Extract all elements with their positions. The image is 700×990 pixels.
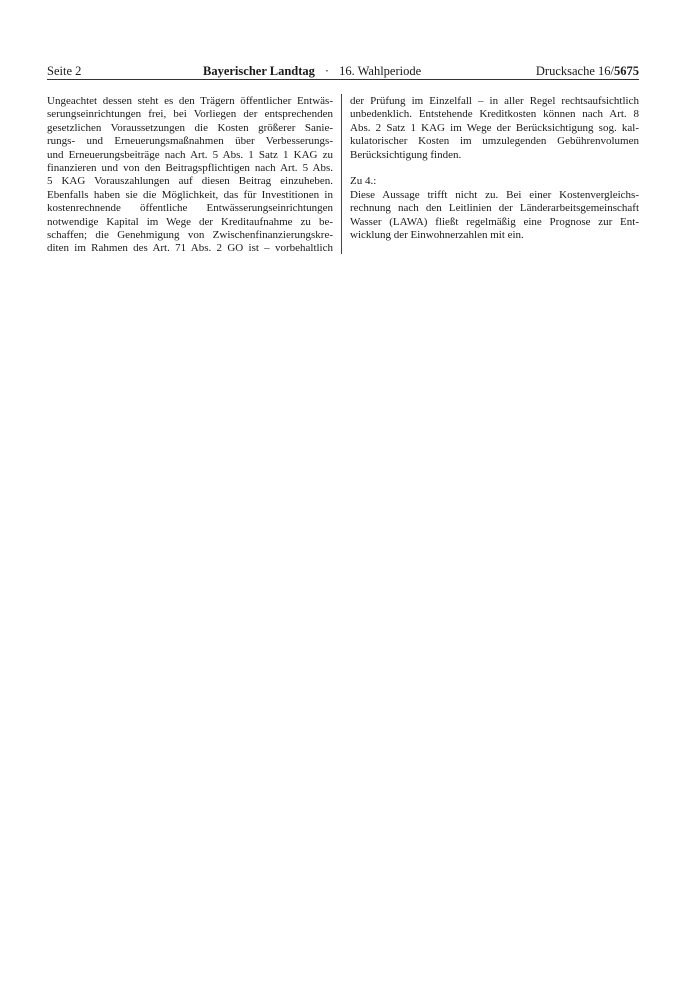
text-line: kostenrechnende öffentliche Entwässerungseinrichtungen bbox=[47, 202, 333, 215]
text-line: und Erneuerungsbeiträge nach Art. 5 Abs. 1 Satz 1 KAG zu bbox=[47, 148, 333, 161]
text-line: notwendige Kapital im Wege der Kreditaufnahme zu be- bbox=[47, 215, 333, 228]
right-column bbox=[350, 95, 639, 242]
text-line: unbedenklich. Entstehende Kreditkosten können nach Art. 8 bbox=[350, 108, 639, 121]
text-line: Abs. 2 Satz 1 KAG im Wege der Berücksichtigung sog. kal- bbox=[350, 121, 639, 134]
document-number bbox=[536, 64, 639, 78]
column-divider bbox=[341, 94, 342, 254]
text-line: diten im Rahmen des Art. 71 Abs. 2 GO ist – vorbehaltlich bbox=[47, 242, 333, 255]
header-title bbox=[203, 64, 421, 78]
text-line: Diese Aussage trifft nicht zu. Bei einer Kostenvergleichs- bbox=[350, 188, 639, 201]
header-separator: · bbox=[324, 64, 330, 78]
text-line: schaffen; die Genehmigung von Zwischenfinanzierungskre- bbox=[47, 229, 333, 242]
left-column bbox=[47, 95, 333, 256]
document-number-value: 5675 bbox=[614, 64, 639, 78]
header-rule bbox=[47, 79, 639, 80]
text-line: rungs- und Erneuerungsmaßnahmen über Verbesserungs- bbox=[47, 135, 333, 148]
parliament-name: Bayerischer Landtag bbox=[203, 64, 315, 78]
text-line: kulatorischer Kosten im umzulegenden Gebührenvolumen bbox=[350, 135, 639, 148]
text-line: finanzieren und von den Beitragspflichtigen nach Art. 5 Abs. bbox=[47, 162, 333, 175]
text-line: Berücksichtigung finden. bbox=[350, 148, 462, 161]
legislative-period: 16. Wahlperiode bbox=[339, 64, 422, 78]
text-line: Ungeachtet dessen steht es den Trägern öffentlicher Entwäs- bbox=[47, 95, 333, 107]
page-header bbox=[47, 64, 639, 78]
text-line: serungseinrichtungen frei, bei Vorliegen der entsprechenden bbox=[47, 108, 333, 121]
text-line: wicklung der Einwohnerzahlen mit ein. bbox=[350, 229, 524, 242]
text-line: rechnung nach den Leitlinien der Länderarbeitsgemeinschaft bbox=[350, 202, 639, 215]
text-line: Wasser (LAWA) fließt regelmäßig eine Prognose zur Ent- bbox=[350, 215, 639, 228]
page-number: Seite 2 bbox=[47, 64, 82, 78]
text-line: Ebenfalls haben sie die Möglichkeit, das für Investitionen in bbox=[47, 188, 333, 201]
paragraph-gap bbox=[350, 162, 639, 175]
section-heading: Zu 4.: bbox=[350, 175, 377, 188]
text-line: gesetzlichen Voraussetzungen die Kosten größerer Sanie- bbox=[47, 121, 333, 134]
text-line: 5 KAG Vorauszahlungen auf diesen Beitrag einzuheben. bbox=[47, 175, 333, 188]
text-line: der Prüfung im Einzelfall – in aller Regel rechtsaufsichtlich bbox=[350, 95, 639, 107]
document-number-prefix: Drucksache 16/ bbox=[535, 64, 614, 78]
